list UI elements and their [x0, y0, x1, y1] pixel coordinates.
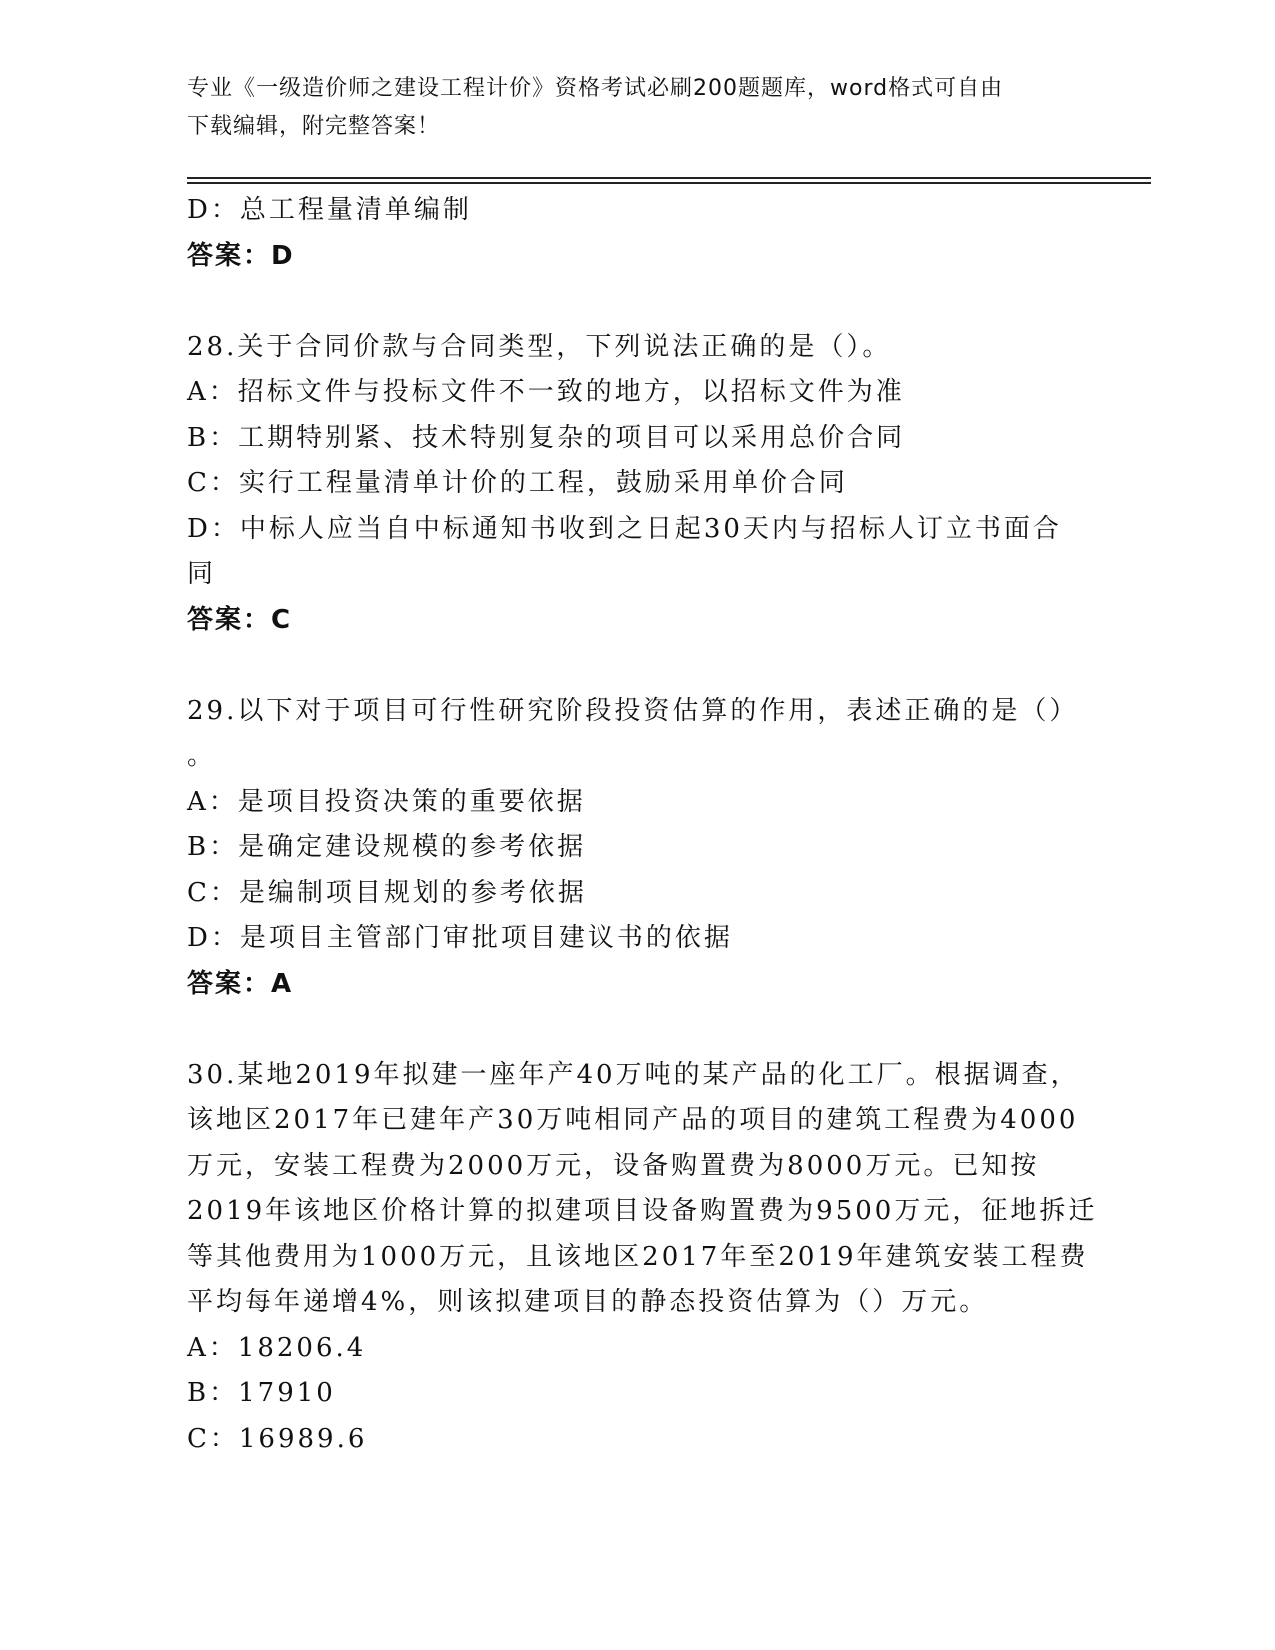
question-stem: 28.关于合同价款与合同类型，下列说法正确的是（）。	[187, 331, 892, 362]
question-stem: 29.以下对于项目可行性研究阶段投资估算的作用，表述正确的是（）	[187, 695, 1079, 726]
question-stem-continued: 。	[187, 741, 217, 771]
question-stem-continued: 该地区2017年已建年产30万吨相同产品的项目的建筑工程费为4000	[187, 1105, 1079, 1135]
question-29	[187, 689, 1087, 1008]
header-divider	[187, 182, 1151, 184]
question-28	[187, 325, 1087, 644]
option-a: A：招标文件与投标文件不一致的地方，以招标文件为准	[187, 377, 905, 407]
option-d: D：总工程量清单编制	[187, 195, 472, 225]
option-d-continued: 同	[187, 559, 217, 589]
answer-label: 答案：D	[187, 240, 295, 271]
document-header	[187, 70, 1067, 146]
header-line: 下载编辑，附完整答案！	[187, 114, 441, 139]
option-b: B：是确定建设规模的参考依据	[187, 832, 587, 862]
option-b: B：工期特别紧、技术特别复杂的项目可以采用总价合同	[187, 422, 906, 453]
spacer	[187, 1007, 1087, 1053]
option-d: D：是项目主管部门审批项目建议书的依据	[187, 923, 733, 953]
option-a: A：18206.4	[187, 1332, 367, 1363]
header-line: 专业《一级造价师之建设工程计价》资格考试必刷200题题库，word格式可自由	[187, 76, 1004, 101]
question-27-tail	[187, 188, 1087, 279]
question-stem-continued: 万元，安装工程费为2000万元，设备购置费为8000万元。已知按	[187, 1150, 1040, 1181]
spacer	[187, 279, 1087, 325]
answer-label: 答案：C	[187, 604, 293, 635]
question-list	[187, 188, 1098, 1462]
spacer	[187, 643, 1087, 689]
question-stem-continued: 等其他费用为1000万元，且该地区2017年至2019年建筑安装工程费	[187, 1241, 1089, 1272]
question-stem-continued: 平均每年递增4%，则该拟建项目的静态投资估算为（）万元。	[187, 1287, 989, 1317]
header-divider	[187, 177, 1151, 179]
option-d: D：中标人应当自中标通知书收到之日起30天内与招标人订立书面合	[187, 513, 1062, 544]
option-c: C：16989.6	[187, 1423, 368, 1454]
answer-label: 答案：A	[187, 968, 294, 999]
option-a: A：是项目投资决策的重要依据	[187, 786, 586, 817]
question-stem: 30.某地2019年拟建一座年产40万吨的某产品的化工厂。根据调查，	[187, 1059, 1080, 1090]
option-b: B：17910	[187, 1378, 336, 1408]
option-c: C：是编制项目规划的参考依据	[187, 877, 587, 908]
question-stem-continued: 2019年该地区价格计算的拟建项目设备购置费为9500万元，征地拆迁	[187, 1196, 1098, 1226]
option-c: C：实行工程量清单计价的工程，鼓励采用单价合同	[187, 468, 848, 498]
question-30	[187, 1053, 1098, 1463]
